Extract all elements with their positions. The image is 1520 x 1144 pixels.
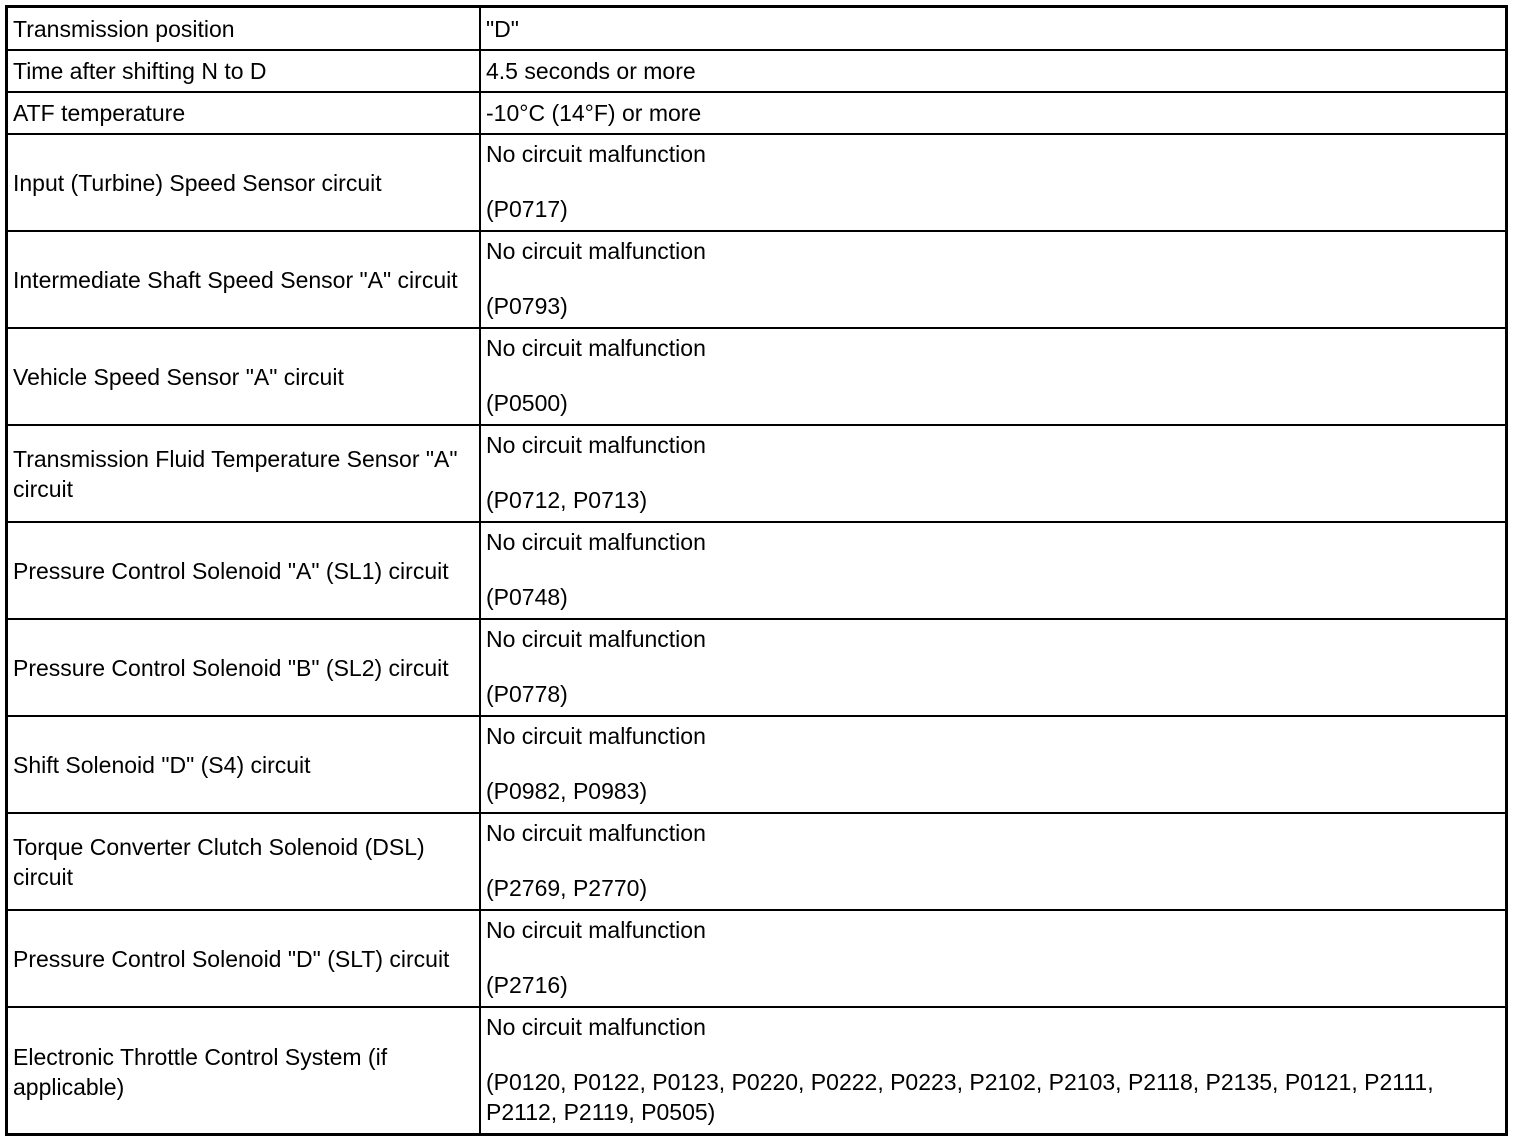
row-value bbox=[480, 1007, 1505, 1135]
table-row bbox=[8, 328, 1505, 425]
row-status: No circuit malfunction bbox=[486, 238, 706, 264]
row-label: Intermediate Shaft Speed Sensor "A" circuit bbox=[8, 231, 480, 328]
row-label: ATF temperature bbox=[8, 92, 480, 134]
table-row bbox=[8, 813, 1505, 910]
table-row bbox=[8, 425, 1505, 522]
row-status: No circuit malfunction bbox=[486, 723, 706, 749]
row-codes: (P0778) bbox=[486, 681, 568, 707]
row-label: Transmission Fluid Temperature Sensor "A" circuit bbox=[8, 425, 480, 522]
row-status: No circuit malfunction bbox=[486, 626, 706, 652]
table-row bbox=[8, 1007, 1505, 1135]
row-status: No circuit malfunction bbox=[486, 820, 706, 846]
row-label: Time after shifting N to D bbox=[8, 50, 480, 92]
row-value bbox=[480, 813, 1505, 910]
table-row bbox=[8, 716, 1505, 813]
row-status: No circuit malfunction bbox=[486, 335, 706, 361]
row-label: Electronic Throttle Control System (if applicable) bbox=[8, 1007, 480, 1135]
row-codes: (P0982, P0983) bbox=[486, 778, 648, 804]
row-value: "D" bbox=[480, 8, 1505, 50]
row-status: No circuit malfunction bbox=[486, 529, 706, 555]
row-status: No circuit malfunction bbox=[486, 141, 706, 167]
conditions-table bbox=[5, 5, 1508, 1136]
row-codes: (P0748) bbox=[486, 584, 568, 610]
row-value bbox=[480, 522, 1505, 619]
row-value bbox=[480, 716, 1505, 813]
table-row bbox=[8, 8, 1505, 50]
row-status: No circuit malfunction bbox=[486, 432, 706, 458]
row-value: 4.5 seconds or more bbox=[480, 50, 1505, 92]
table-row bbox=[8, 92, 1505, 134]
row-status: No circuit malfunction bbox=[486, 917, 706, 943]
row-codes: (P0717) bbox=[486, 196, 568, 222]
row-value bbox=[480, 231, 1505, 328]
row-codes: (P2769, P2770) bbox=[486, 875, 648, 901]
row-value bbox=[480, 134, 1505, 231]
row-codes: (P0120, P0122, P0123, P0220, P0222, P0223, P2102, P2103, P2118, P2135, P0121, P2111, P2112, P2119, P0505) bbox=[486, 1069, 1434, 1125]
table-row bbox=[8, 619, 1505, 716]
row-label: Transmission position bbox=[8, 8, 480, 50]
table-row bbox=[8, 50, 1505, 92]
row-label: Input (Turbine) Speed Sensor circuit bbox=[8, 134, 480, 231]
row-label: Shift Solenoid "D" (S4) circuit bbox=[8, 716, 480, 813]
table-row bbox=[8, 231, 1505, 328]
row-value bbox=[480, 910, 1505, 1007]
row-value bbox=[480, 425, 1505, 522]
conditions-table-grid bbox=[8, 8, 1505, 1135]
row-label: Pressure Control Solenoid "B" (SL2) circuit bbox=[8, 619, 480, 716]
row-codes: (P2716) bbox=[486, 972, 568, 998]
row-codes: (P0500) bbox=[486, 390, 568, 416]
row-value bbox=[480, 328, 1505, 425]
row-value: -10°C (14°F) or more bbox=[480, 92, 1505, 134]
row-label: Pressure Control Solenoid "A" (SL1) circuit bbox=[8, 522, 480, 619]
row-status: No circuit malfunction bbox=[486, 1014, 706, 1040]
row-label: Pressure Control Solenoid "D" (SLT) circuit bbox=[8, 910, 480, 1007]
table-row bbox=[8, 134, 1505, 231]
table-row bbox=[8, 910, 1505, 1007]
row-value bbox=[480, 619, 1505, 716]
table-row bbox=[8, 522, 1505, 619]
row-codes: (P0793) bbox=[486, 293, 568, 319]
row-codes: (P0712, P0713) bbox=[486, 487, 648, 513]
row-label: Vehicle Speed Sensor "A" circuit bbox=[8, 328, 480, 425]
row-label: Torque Converter Clutch Solenoid (DSL) circuit bbox=[8, 813, 480, 910]
